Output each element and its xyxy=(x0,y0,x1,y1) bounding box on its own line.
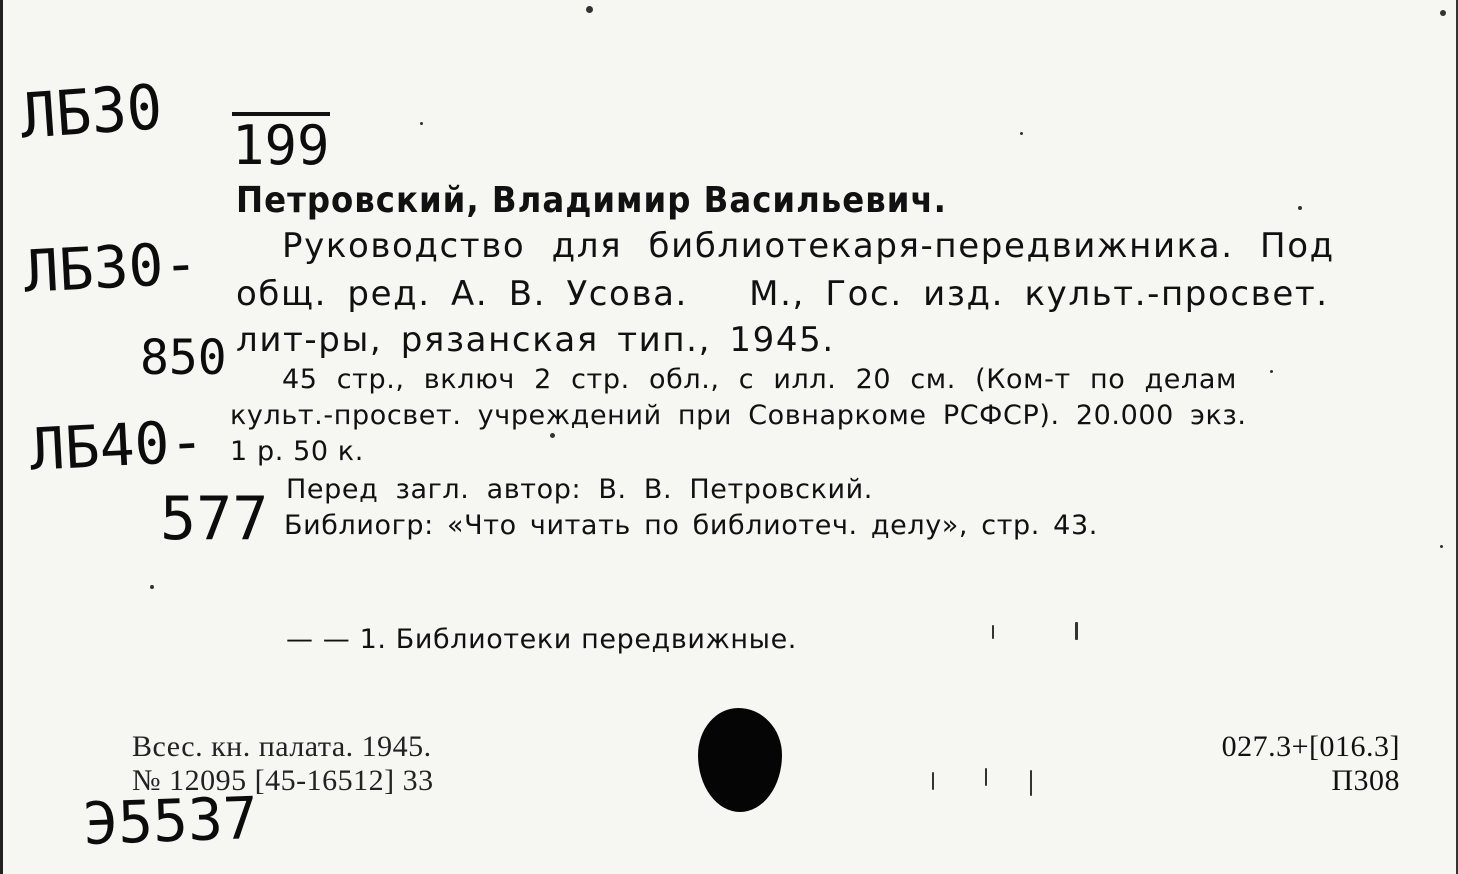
scan-speck xyxy=(932,772,934,790)
handwritten-shelf-mark-2: ЛБ30- xyxy=(22,228,200,306)
scan-speck xyxy=(992,625,994,639)
classification-number: 027.3+[016.3] xyxy=(1221,730,1400,763)
book-chamber-line: Всес. кн. палата. 1945. xyxy=(132,730,432,763)
scan-speck xyxy=(1440,10,1446,16)
collation-line-1: 45 стр., включ 2 стр. обл., с илл. 20 см. (Ком-т по делам xyxy=(282,364,1237,395)
scan-speck xyxy=(1440,545,1443,548)
handwritten-shelf-number-3: 577 xyxy=(160,484,269,554)
scan-speck xyxy=(1298,206,1302,210)
handwritten-shelf-number-1: 199 xyxy=(232,114,330,177)
author-mark: П308 xyxy=(1331,764,1400,797)
title-line-1: Руководство для библиотекаря-передвижника. Под xyxy=(282,226,1335,266)
collation-line-2: культ.-просвет. учреждений при Совнаркоме РСФСР). 20.000 экз. xyxy=(230,400,1247,431)
handwritten-shelf-mark-1: ЛБ30 xyxy=(18,70,165,153)
scan-speck xyxy=(1075,622,1078,640)
handwritten-shelf-mark-3: ЛБ40- xyxy=(28,406,206,484)
scan-speck xyxy=(420,122,423,125)
card-left-edge xyxy=(0,0,3,874)
handwritten-inventory-number: Э5537 xyxy=(82,783,259,858)
registration-number-line: № 12095 [45-16512] 33 xyxy=(132,764,434,797)
scan-speck xyxy=(1020,132,1023,135)
author-note: Перед загл. автор: В. В. Петровский. xyxy=(286,474,873,505)
subject-heading: — — 1. Библиотеки передвижные. xyxy=(286,624,797,655)
scan-speck xyxy=(586,6,593,13)
scan-speck xyxy=(550,433,555,438)
handwritten-shelf-number-2: 850 xyxy=(140,330,227,386)
author-heading: Петровский, Владимир Васильевич. xyxy=(236,180,947,221)
scan-speck xyxy=(1270,370,1273,373)
bibliography-note: Библиогр: «Что читать по библиотеч. делу», стр. 43. xyxy=(284,510,1098,541)
scan-speck xyxy=(150,585,154,589)
collation-line-3: 1 р. 50 к. xyxy=(230,436,364,467)
title-line-2: общ. ред. А. В. Усова. М., Гос. изд. культ.-просвет. xyxy=(236,274,1329,314)
scan-speck xyxy=(1030,770,1032,796)
ink-blot xyxy=(698,708,782,812)
scan-speck xyxy=(985,768,987,786)
title-line-3: лит-ры, рязанская тип., 1945. xyxy=(236,320,835,360)
